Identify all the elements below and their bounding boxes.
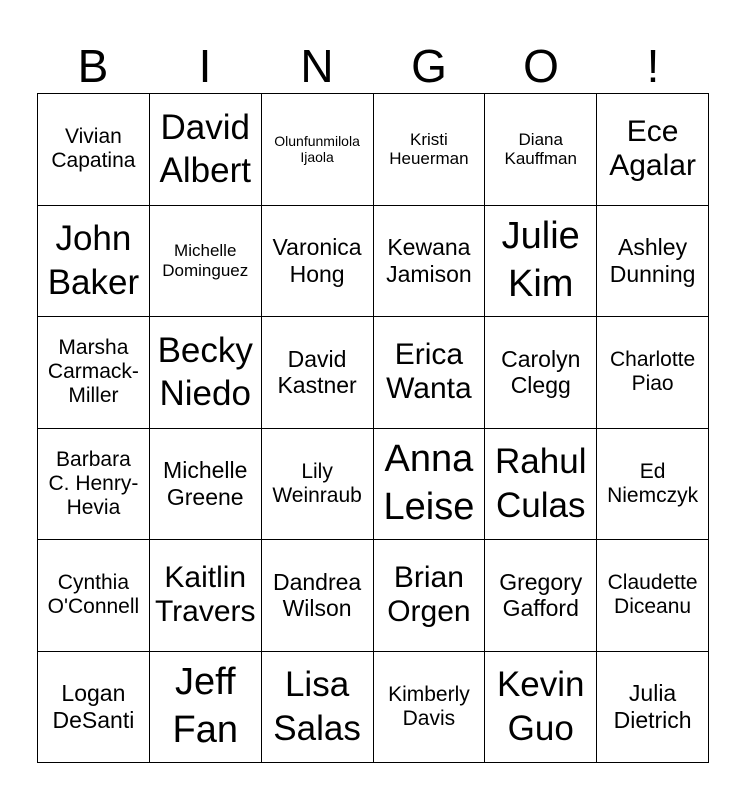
bingo-cell[interactable] (597, 540, 709, 652)
bingo-cell[interactable] (38, 317, 150, 429)
header-letter-n: N (300, 40, 334, 92)
cell-name: David Kastner (277, 345, 357, 399)
cell-name: Kimberly Davis (388, 682, 470, 730)
bingo-cell[interactable] (374, 206, 486, 318)
bingo-cell[interactable] (597, 94, 709, 206)
bingo-cell[interactable] (597, 652, 709, 764)
bingo-cell[interactable] (485, 429, 597, 541)
cell-name: Cynthia O'Connell (47, 571, 140, 619)
cell-name: Becky Niedo (157, 330, 253, 414)
bingo-cell[interactable] (597, 429, 709, 541)
bingo-header (37, 38, 709, 94)
bingo-cell[interactable] (150, 206, 262, 318)
cell-name: David Albert (159, 107, 251, 191)
cell-name: Jeff Fan (172, 661, 238, 751)
cell-name: Dandrea Wilson (272, 568, 362, 622)
cell-name: Ashley Dunning (609, 234, 696, 287)
header-letter-o: O (523, 40, 559, 92)
cell-name: Charlotte Piao (609, 348, 696, 396)
cell-name: Gregory Gafford (499, 568, 583, 622)
cell-name: Barbara C. Henry- Hevia (48, 447, 139, 519)
cell-name: Julia Dietrich (613, 680, 692, 733)
bingo-cell[interactable] (150, 540, 262, 652)
bingo-cell[interactable] (150, 317, 262, 429)
bingo-cell[interactable] (38, 652, 150, 764)
bingo-cell[interactable] (38, 540, 150, 652)
bingo-cell[interactable] (262, 429, 374, 541)
bingo-cell[interactable] (150, 94, 262, 206)
cell-name: Marsha Carmack- Miller (47, 336, 139, 408)
bingo-cell[interactable] (485, 652, 597, 764)
bingo-cell[interactable] (597, 206, 709, 318)
cell-name: Kristi Heuerman (389, 129, 469, 169)
bingo-cell[interactable] (485, 317, 597, 429)
bingo-cell[interactable] (485, 94, 597, 206)
bingo-cell[interactable] (38, 429, 150, 541)
bingo-cell[interactable] (374, 94, 486, 206)
cell-name: Kaitlin Travers (154, 560, 256, 629)
header-letter-g: G (411, 40, 447, 92)
cell-name: Olunfunmilola Ijaola (274, 133, 360, 166)
bingo-cell[interactable] (597, 317, 709, 429)
cell-name: Carolyn Clegg (501, 345, 581, 399)
cell-name: Varonica Hong (272, 234, 362, 287)
bingo-cell[interactable] (262, 652, 374, 764)
bingo-cell[interactable] (38, 94, 150, 206)
bingo-cell[interactable] (374, 429, 486, 541)
bingo-cell[interactable] (262, 540, 374, 652)
cell-name: Michelle Greene (163, 457, 248, 510)
bingo-cell[interactable] (150, 652, 262, 764)
cell-name: Lily Weinraub (272, 459, 362, 507)
cell-name: Vivian Capatina (51, 125, 136, 173)
cell-name: Anna Leise (383, 438, 475, 528)
cell-name: Michelle Dominguez (162, 241, 249, 280)
cell-name: Kewana Jamison (386, 234, 472, 287)
cell-name: Lisa Salas (273, 665, 361, 748)
header-letter-exclamation: ! (646, 40, 660, 92)
cell-name: Diana Kauffman (504, 129, 577, 169)
bingo-cell[interactable] (38, 206, 150, 318)
cell-name: Julie Kim (501, 215, 580, 305)
cell-name: Claudette Diceanu (607, 571, 698, 619)
cell-name: John Baker (47, 219, 140, 302)
cell-name: Kevin Guo (496, 665, 585, 748)
bingo-cell[interactable] (374, 540, 486, 652)
cell-name: Logan DeSanti (52, 680, 135, 733)
bingo-cell[interactable] (262, 206, 374, 318)
cell-name: Ed Niemczyk (607, 459, 699, 507)
bingo-cell[interactable] (374, 652, 486, 764)
bingo-cell[interactable] (485, 206, 597, 318)
cell-name: Erica Wanta (386, 337, 472, 406)
bingo-card-grid (37, 93, 709, 763)
cell-name: Rahul Culas (495, 442, 587, 525)
cell-name: Ece Agalar (609, 114, 696, 183)
cell-name: Brian Orgen (387, 560, 471, 629)
header-letter-i: I (198, 40, 212, 92)
bingo-cell[interactable] (150, 429, 262, 541)
header-letter-b: B (77, 40, 109, 92)
bingo-cell[interactable] (262, 317, 374, 429)
bingo-cell[interactable] (262, 94, 374, 206)
bingo-cell[interactable] (485, 540, 597, 652)
bingo-cell[interactable] (374, 317, 486, 429)
